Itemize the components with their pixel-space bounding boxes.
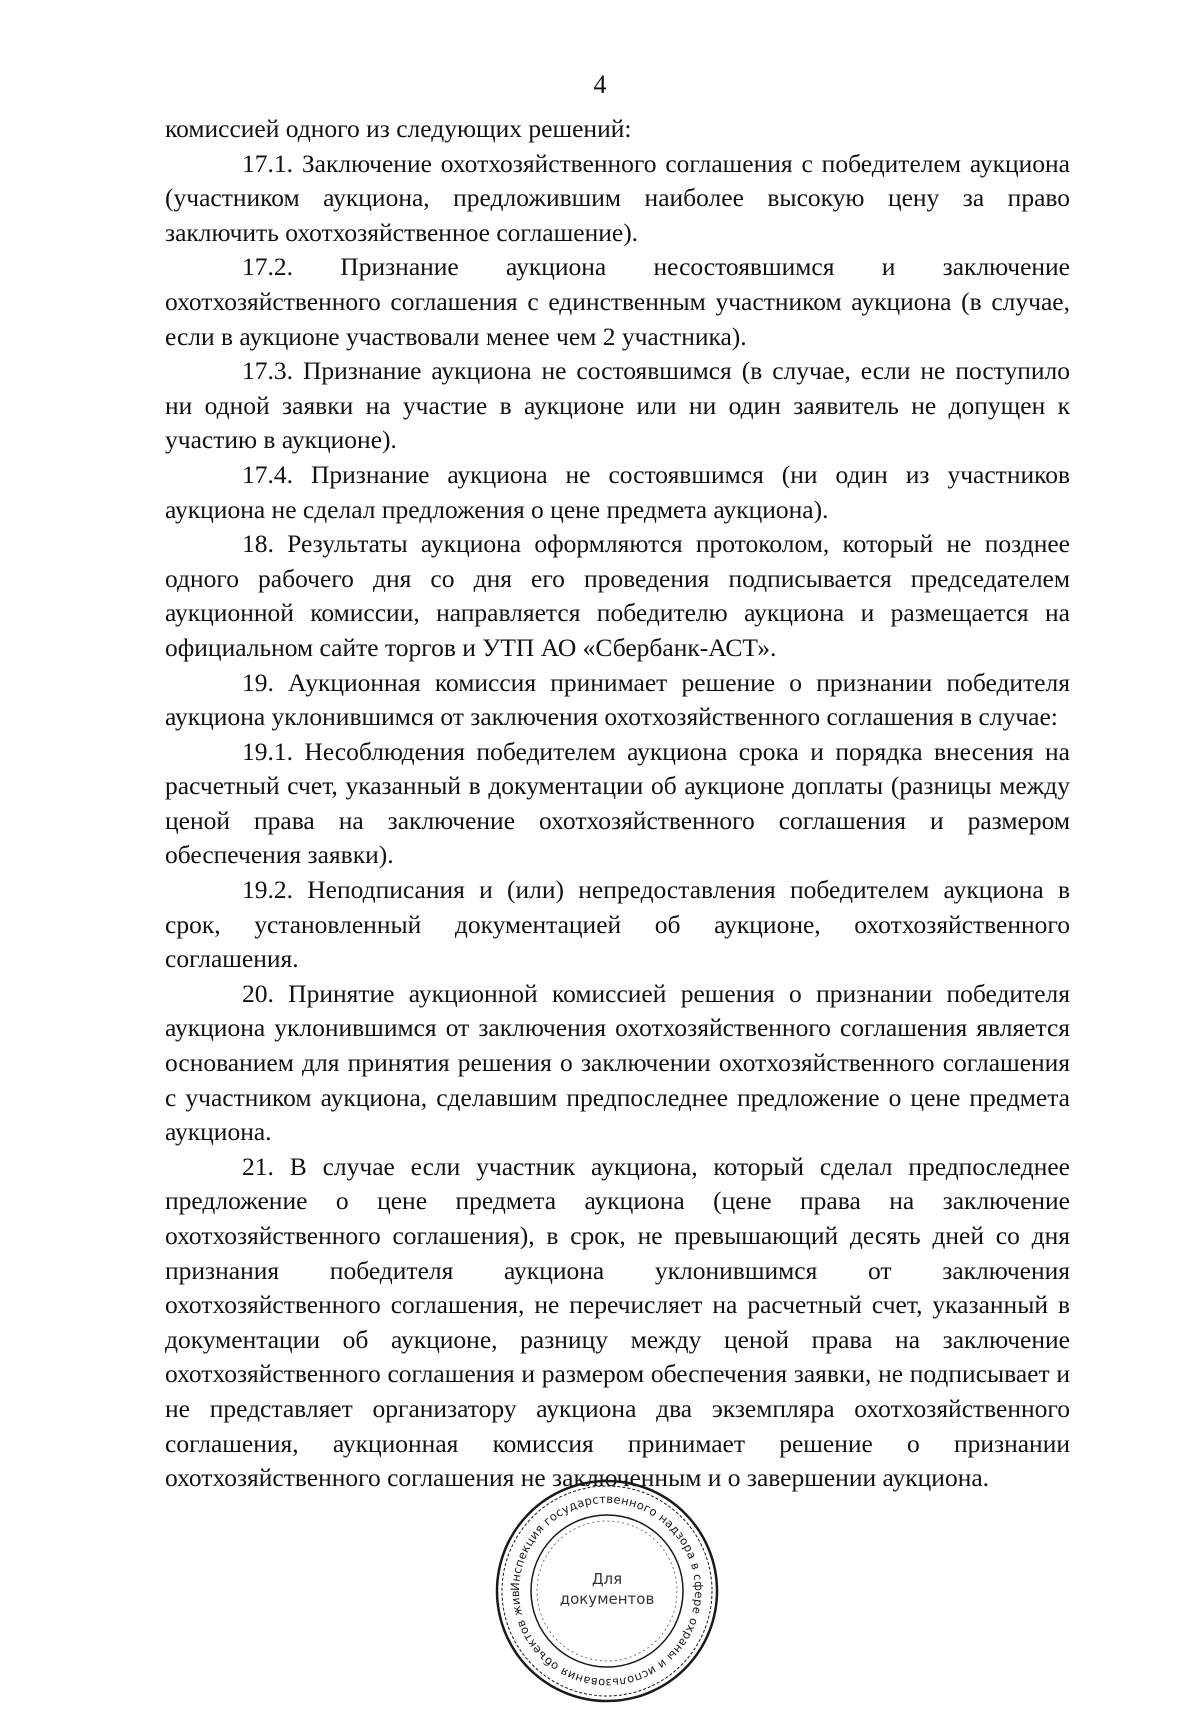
- stamp-center-line-2: документов: [559, 1590, 655, 1608]
- paragraph-19-1: 19.1. Несоблюдения победителем аукциона срока и порядка внесения на расчетный счет, указанный в документации об аукционе доплаты (разницы между ценой права на заключение охотхозяйственного соглашения и размером обеспечения заявки).: [165, 736, 1070, 870]
- paragraph-17-1: 17.1. Заключение охотхозяйственного соглашения с победителем аукциона (участником аукциона, предложившим наиболее высокую цену за право заключить охотхозяйственное соглашение).: [165, 148, 1070, 247]
- paragraph-17-2: 17.2. Признание аукциона несостоявшимся и заключение охотхозяйственного соглашения с единственным участником аукциона (в случае, если в аукционе участвовали менее чем 2 участника).: [165, 252, 1070, 351]
- official-stamp: [494, 1478, 720, 1704]
- stamp-seal-icon: [494, 1478, 720, 1704]
- stamp-ring-text: Инспекция государственного надзора в сфере охраны и использования объектов жив: [507, 1491, 707, 1691]
- paragraph-continuation: комиссией одного из следующих решений:: [165, 114, 632, 143]
- page-number: 4: [593, 70, 607, 99]
- paragraph-20: 20. Принятие аукционной комиссией решения о признании победителя аукциона уклонившимся от заключения охотхозяйственного соглашения является основанием для принятия решения о заключении охотхозяйственного соглашения с участником аукциона, сделавшим предпоследнее предложение о цене предмета аукциона.: [165, 978, 1070, 1147]
- paragraph-17-3: 17.3. Признание аукциона не состоявшимся (в случае, если не поступило ни одной заявки на участие в аукционе или ни один заявитель не допущен к участию в аукционе).: [165, 356, 1070, 455]
- paragraph-17-4: 17.4. Признание аукциона не состоявшимся (ни один из участников аукциона не сделал предложения о цене предмета аукциона).: [165, 459, 1070, 524]
- document-body: [165, 112, 1070, 1496]
- paragraph-19: 19. Аукционная комиссия принимает решение о признании победителя аукциона уклонившимся от заключения охотхозяйственного соглашения в случае:: [165, 667, 1070, 732]
- paragraph-19-2: 19.2. Неподписания и (или) непредоставления победителем аукциона в срок, установленный документацией об аукционе, охотхозяйственного соглашения.: [165, 875, 1070, 974]
- paragraph-21: 21. В случае если участник аукциона, который сделал предпоследнее предложение о цене предмета аукциона (цене права на заключение охотхозяйственного соглашения), в срок, не превышающий десять дней со дня признания победителя аукциона уклонившимся от заключения охотхозяйственного соглашения, не перечисляет на расчетный счет, указанный в документации об аукционе, разницу между ценой права на заключение охотхозяйственного соглашения и размером обеспечения заявки, не подписывает и не представляет организатору аукциона два экземпляра охотхозяйственного соглашения, аукционная комиссия принимает решение о признании охотхозяйственного соглашения не заключенным и о завершении аукциона.: [165, 1151, 1070, 1493]
- paragraph-18: 18. Результаты аукциона оформляются протоколом, который не позднее одного рабочего дня со дня его проведения подписывается председателем аукционной комиссии, направляется победителю аукциона и размещается на официальном сайте торгов и УТП АО «Сбербанк-АСТ».: [165, 529, 1070, 662]
- stamp-center-line-1: Для: [591, 1570, 623, 1588]
